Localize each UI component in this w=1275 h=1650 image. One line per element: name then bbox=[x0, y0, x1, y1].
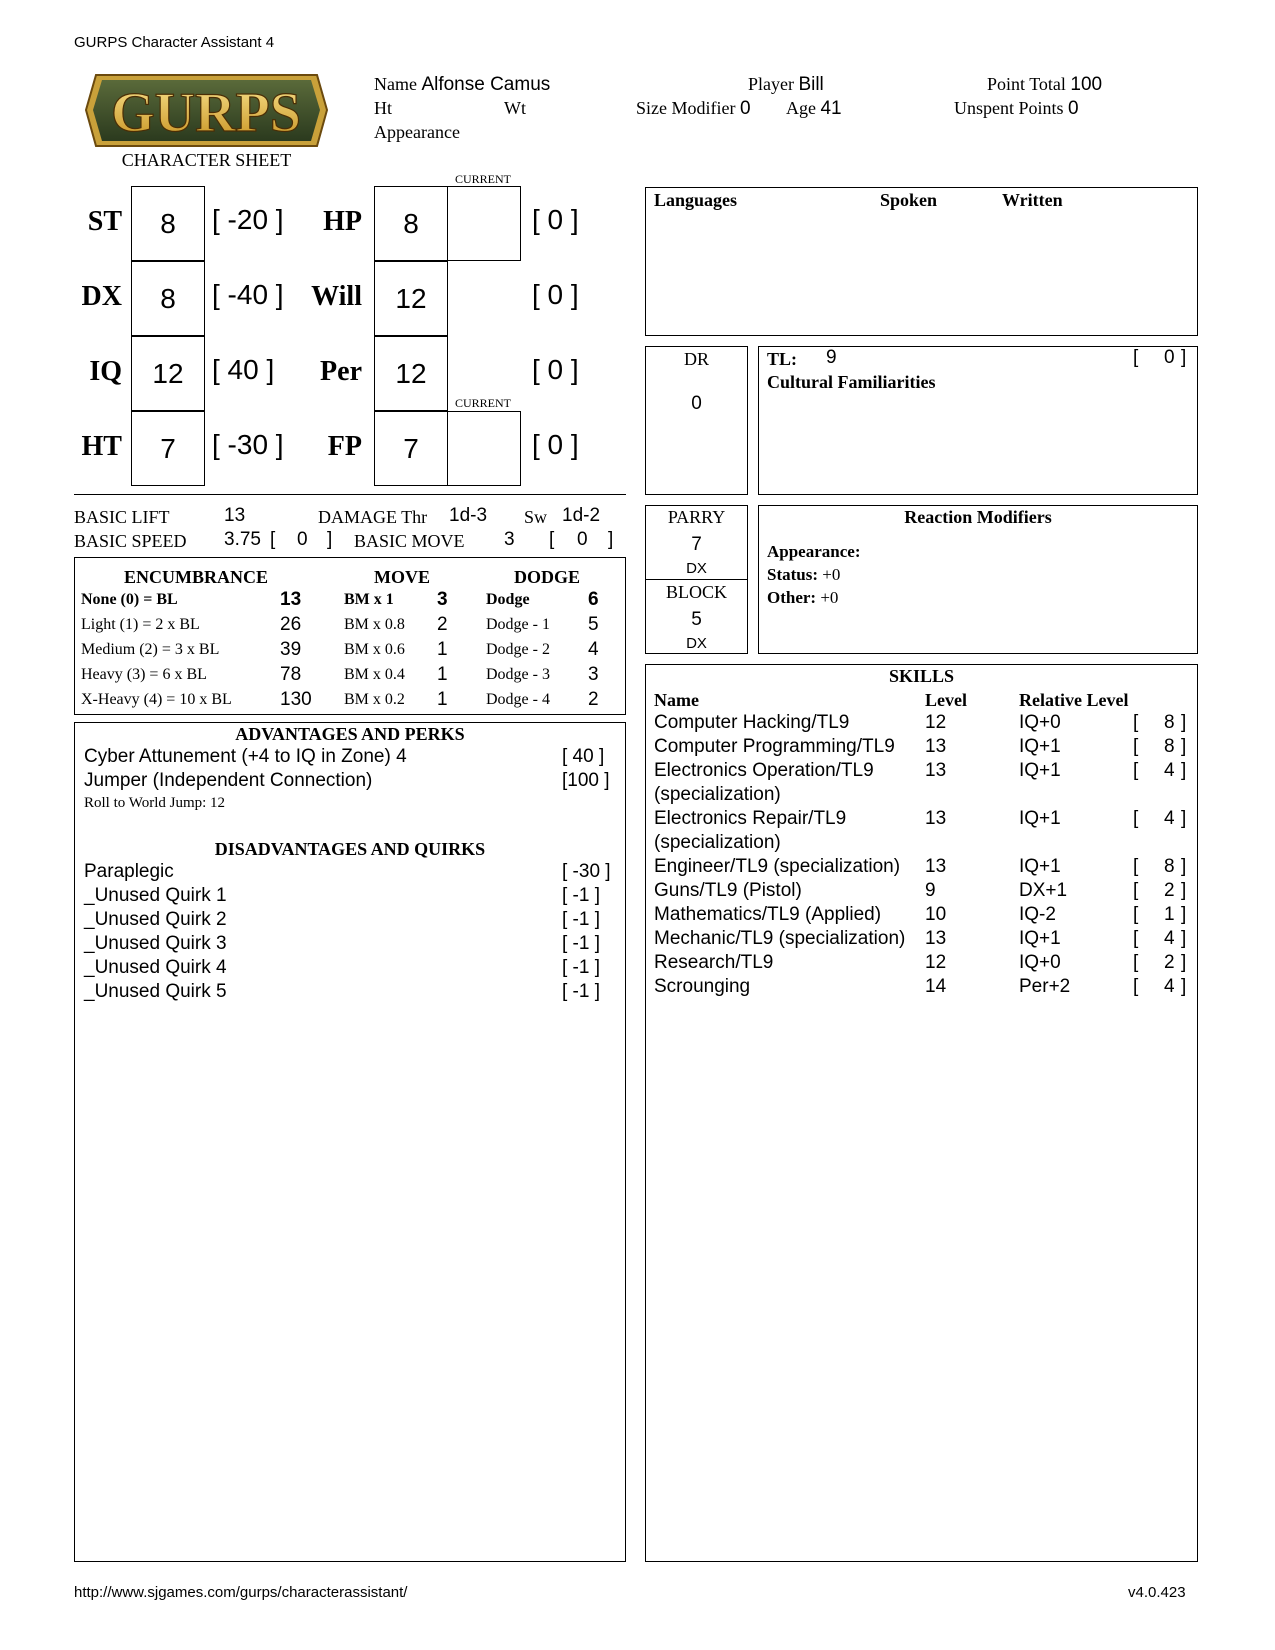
skill-relative-level: IQ+1 bbox=[1019, 808, 1061, 829]
disadvantages-title: DISADVANTAGES AND QUIRKS bbox=[214, 839, 486, 859]
disadvantage-cost: [ -1 ] bbox=[562, 885, 601, 906]
advantage-cost: [100 ] bbox=[562, 770, 610, 791]
encumbrance-row: Heavy (3) = 6 x BL 78 BM x 0.4 1 Dodge - 3 3 bbox=[81, 664, 599, 685]
tl-panel bbox=[758, 346, 1198, 495]
skill-cost: 2 bbox=[1164, 880, 1175, 901]
advantage-cost: [ 40 ] bbox=[562, 746, 605, 767]
disadvantage-item: _Unused Quirk 1 bbox=[84, 885, 227, 906]
skill-level: 13 bbox=[925, 736, 947, 757]
disadvantage-item: _Unused Quirk 2 bbox=[84, 909, 227, 930]
fp-current-box[interactable] bbox=[447, 411, 521, 486]
hp-current-label: CURRENT bbox=[455, 172, 512, 186]
reaction-status: Status: +0 bbox=[767, 565, 841, 584]
languages-title: Languages bbox=[654, 190, 738, 210]
skill-cost: 4 bbox=[1164, 808, 1175, 829]
attr-name-fp: FP bbox=[327, 431, 362, 462]
skill-name-continued: (specialization) bbox=[654, 832, 781, 853]
skill-relative-level: IQ+0 bbox=[1019, 952, 1061, 973]
basic-speed-label: BASIC SPEED bbox=[74, 531, 187, 551]
skill-cost: 4 bbox=[1164, 760, 1175, 781]
damage-thr-label: DAMAGE Thr bbox=[318, 507, 428, 527]
encumbrance-row: None (0) = BL 13 BM x 1 3 Dodge 6 bbox=[81, 589, 599, 610]
parry-label: PARRY bbox=[667, 507, 726, 527]
basic-lift-value: 13 bbox=[224, 505, 246, 526]
skill-name-continued: (specialization) bbox=[654, 784, 781, 805]
attr-value-hp: 8 bbox=[374, 186, 448, 261]
size-modifier-field: Size Modifier 0 bbox=[636, 98, 751, 119]
skill-level: 12 bbox=[925, 712, 947, 733]
dr-label: DR bbox=[683, 349, 709, 369]
skill-level: 12 bbox=[925, 952, 947, 973]
parry-attr: DX bbox=[686, 560, 707, 577]
skill-name: Mathematics/TL9 (Applied) bbox=[654, 904, 882, 925]
skill-relative-level: IQ+1 bbox=[1019, 736, 1061, 757]
skill-cost: 4 bbox=[1164, 928, 1175, 949]
attr-cost-dx: [ -40 ] bbox=[212, 279, 284, 310]
block-label: BLOCK bbox=[665, 582, 727, 602]
advantage-note: Roll to World Jump: 12 bbox=[84, 795, 226, 811]
tl-cost: 0 bbox=[1164, 347, 1175, 368]
unspent-points-field: Unspent Points 0 bbox=[954, 98, 1079, 119]
attr-name-hp: HP bbox=[323, 206, 362, 237]
player-field: Player Bill bbox=[748, 74, 824, 95]
skill-relative-level: IQ-2 bbox=[1019, 904, 1056, 925]
skills-name-header: Name bbox=[654, 690, 699, 710]
skill-level: 13 bbox=[925, 928, 947, 949]
skill-level: 13 bbox=[925, 808, 947, 829]
reaction-title: Reaction Modifiers bbox=[904, 507, 1052, 527]
skill-relative-level: IQ+0 bbox=[1019, 712, 1061, 733]
languages-written-header: Written bbox=[1002, 190, 1063, 210]
skill-name: Scrounging bbox=[654, 976, 751, 997]
attr-value-iq: 12 bbox=[131, 336, 205, 411]
attr-cost-fp: [ 0 ] bbox=[532, 429, 579, 460]
name-field: Name Alfonse Camus bbox=[374, 74, 551, 95]
disadvantage-cost: [ -1 ] bbox=[562, 933, 601, 954]
basic-lift-label: BASIC LIFT bbox=[74, 507, 170, 527]
basic-move-label: BASIC MOVE bbox=[354, 531, 465, 551]
hp-current-box[interactable] bbox=[447, 186, 521, 261]
age-field: Age 41 bbox=[786, 98, 842, 119]
height-field: Ht bbox=[374, 98, 392, 118]
skill-relative-level: Per+2 bbox=[1019, 976, 1071, 997]
block-attr: DX bbox=[686, 635, 707, 652]
skill-cost: 8 bbox=[1164, 736, 1175, 757]
skills-level-header: Level bbox=[925, 690, 967, 710]
skills-title: SKILLS bbox=[888, 666, 955, 686]
skill-name: Mechanic/TL9 (specialization) bbox=[654, 928, 906, 949]
move-header: MOVE bbox=[374, 567, 430, 587]
skill-cost: 1 bbox=[1164, 904, 1175, 925]
skill-cost: 8 bbox=[1164, 712, 1175, 733]
disadvantage-item: _Unused Quirk 5 bbox=[84, 981, 227, 1002]
divider bbox=[74, 494, 626, 495]
attr-name-per: Per bbox=[320, 356, 362, 387]
skill-name: Electronics Repair/TL9 bbox=[654, 808, 847, 829]
skill-cost: 8 bbox=[1164, 856, 1175, 877]
logo-caption: CHARACTER SHEET bbox=[121, 150, 292, 170]
svg-text:GURPS: GURPS bbox=[111, 82, 301, 144]
damage-sw-value: 1d-2 bbox=[562, 505, 601, 526]
tl-value: 9 bbox=[826, 347, 837, 368]
attr-value-will: 12 bbox=[374, 261, 448, 336]
advantage-item: Jumper (Independent Connection) bbox=[84, 770, 373, 791]
basic-move-value: 3 bbox=[504, 529, 515, 550]
dr-value: 0 bbox=[691, 393, 702, 414]
skill-name: Research/TL9 bbox=[654, 952, 774, 973]
skill-name: Electronics Operation/TL9 bbox=[654, 760, 874, 781]
attr-name-dx: DX bbox=[81, 281, 122, 312]
disadvantage-cost: [ -1 ] bbox=[562, 957, 601, 978]
app-title: GURPS Character Assistant 4 bbox=[74, 34, 275, 51]
skill-name: Engineer/TL9 (specialization) bbox=[654, 856, 901, 877]
skill-level: 13 bbox=[925, 760, 947, 781]
gurps-logo bbox=[84, 73, 329, 148]
tl-label: TL: bbox=[767, 349, 798, 369]
attr-name-st: ST bbox=[87, 206, 122, 237]
block-value: 5 bbox=[691, 609, 702, 630]
basic-speed-cost: 0 bbox=[297, 529, 308, 550]
skill-relative-level: IQ+1 bbox=[1019, 760, 1061, 781]
skill-relative-level: DX+1 bbox=[1019, 880, 1068, 901]
basic-move-cost: 0 bbox=[577, 529, 588, 550]
disadvantage-cost: [ -1 ] bbox=[562, 909, 601, 930]
attr-name-will: Will bbox=[311, 281, 362, 312]
attr-cost-ht: [ -30 ] bbox=[212, 429, 284, 460]
fp-current-label: CURRENT bbox=[455, 396, 512, 410]
disadvantage-cost: [ -30 ] bbox=[562, 861, 611, 882]
footer-version: v4.0.423 bbox=[1128, 1584, 1186, 1601]
attr-value-dx: 8 bbox=[131, 261, 205, 336]
attr-name-iq: IQ bbox=[89, 356, 122, 387]
reaction-appearance: Appearance: bbox=[767, 542, 861, 561]
character-name: Alfonse Camus bbox=[421, 74, 551, 95]
skill-name: Guns/TL9 (Pistol) bbox=[654, 880, 802, 901]
attr-value-per: 12 bbox=[374, 336, 448, 411]
appearance-field: Appearance bbox=[374, 122, 460, 142]
disadvantage-item: _Unused Quirk 3 bbox=[84, 933, 227, 954]
skill-name: Computer Hacking/TL9 bbox=[654, 712, 850, 733]
attr-value-ht: 7 bbox=[131, 411, 205, 486]
attr-value-st: 8 bbox=[131, 186, 205, 261]
player-name: Bill bbox=[798, 74, 824, 95]
disadvantage-item: Paraplegic bbox=[84, 861, 174, 882]
skill-name: Computer Programming/TL9 bbox=[654, 736, 895, 757]
skills-relative-header: Relative Level bbox=[1019, 690, 1129, 710]
dodge-header: DODGE bbox=[514, 567, 581, 587]
footer-url[interactable]: http://www.sjgames.com/gurps/characterassistant/ bbox=[74, 1584, 408, 1601]
encumbrance-row: Medium (2) = 3 x BL 39 BM x 0.6 1 Dodge - 2 4 bbox=[81, 639, 599, 660]
attr-cost-hp: [ 0 ] bbox=[532, 204, 579, 235]
parry-value: 7 bbox=[691, 534, 702, 555]
disadvantage-item: _Unused Quirk 4 bbox=[84, 957, 227, 978]
damage-thr-value: 1d-3 bbox=[449, 505, 488, 526]
encumbrance-row: Light (1) = 2 x BL 26 BM x 0.8 2 Dodge - 1 5 bbox=[81, 614, 599, 635]
attr-cost-per: [ 0 ] bbox=[532, 354, 579, 385]
damage-sw-label: Sw bbox=[524, 507, 548, 527]
advantages-title: ADVANTAGES AND PERKS bbox=[235, 724, 465, 744]
skill-level: 13 bbox=[925, 856, 947, 877]
encumbrance-row: X-Heavy (4) = 10 x BL 130 BM x 0.2 1 Dodge - 4 2 bbox=[81, 689, 599, 710]
encumbrance-header: ENCUMBRANCE bbox=[124, 567, 268, 587]
basic-speed-value: 3.75 bbox=[224, 529, 261, 550]
skill-cost: 2 bbox=[1164, 952, 1175, 973]
weight-field: Wt bbox=[504, 98, 526, 118]
skill-relative-level: IQ+1 bbox=[1019, 928, 1061, 949]
skill-relative-level: IQ+1 bbox=[1019, 856, 1061, 877]
disadvantage-cost: [ -1 ] bbox=[562, 981, 601, 1002]
attr-value-fp: 7 bbox=[374, 411, 448, 486]
skill-cost: 4 bbox=[1164, 976, 1175, 997]
skill-level: 14 bbox=[925, 976, 947, 997]
advantage-item: Cyber Attunement (+4 to IQ in Zone) 4 bbox=[84, 746, 407, 767]
reaction-other: Other: +0 bbox=[767, 588, 839, 607]
point-total-field: Point Total 100 bbox=[987, 74, 1103, 95]
attr-name-ht: HT bbox=[81, 431, 122, 462]
divider bbox=[645, 579, 748, 580]
attr-cost-st: [ -20 ] bbox=[212, 204, 284, 235]
cultural-familiarities-label: Cultural Familiarities bbox=[767, 372, 936, 392]
skill-level: 9 bbox=[925, 880, 936, 901]
skill-level: 10 bbox=[925, 904, 947, 925]
attr-cost-iq: [ 40 ] bbox=[212, 354, 275, 385]
attr-cost-will: [ 0 ] bbox=[532, 279, 579, 310]
languages-spoken-header: Spoken bbox=[880, 190, 938, 210]
